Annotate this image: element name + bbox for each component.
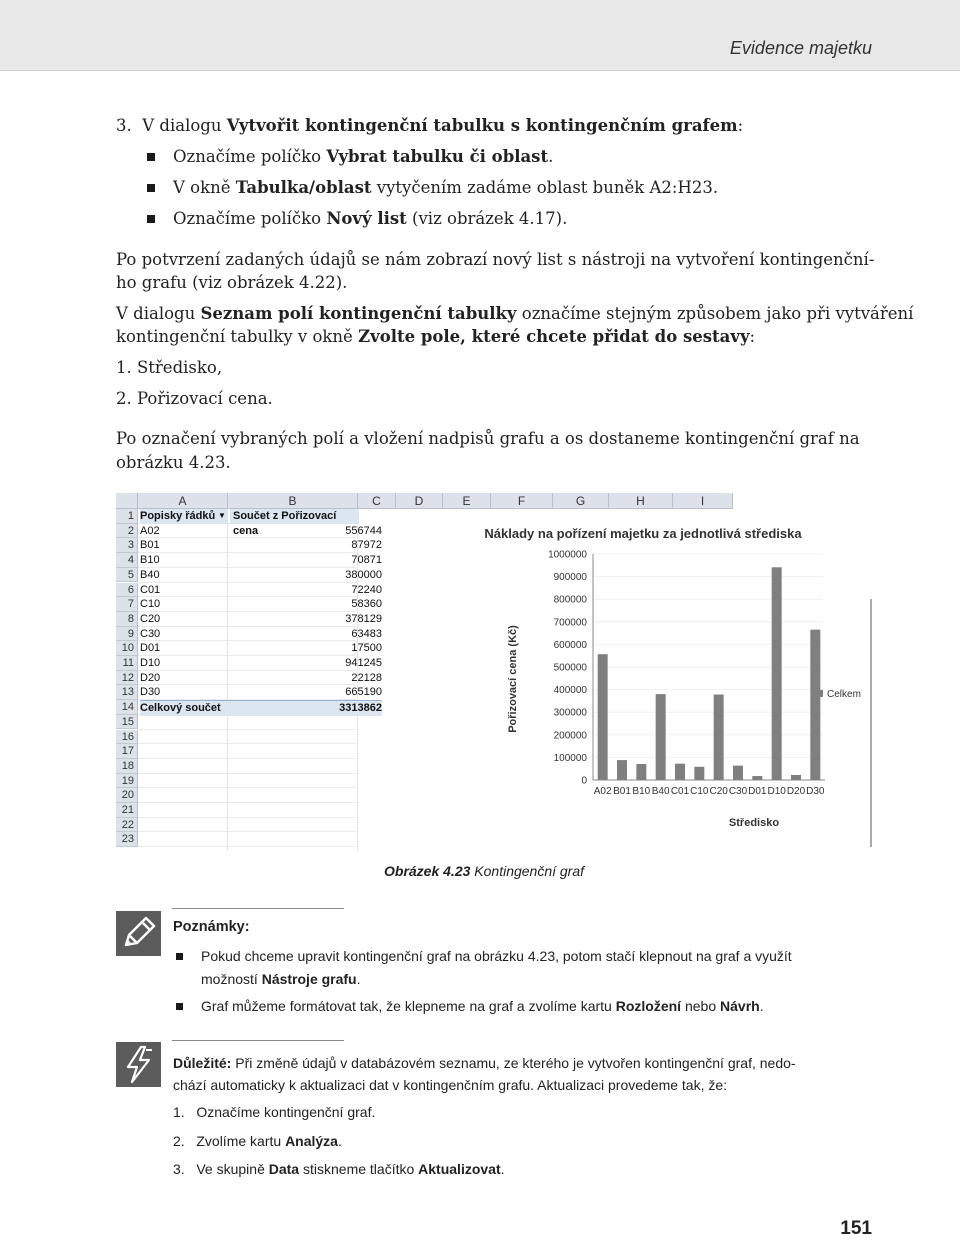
paragraph-2-line-2 <box>116 327 755 346</box>
row-label-cell[interactable]: C30 <box>140 627 161 640</box>
x-tick-label: B01 <box>613 786 631 797</box>
bold-text: Analýza <box>285 1133 338 1149</box>
pencil-icon <box>116 911 161 956</box>
text: Ve skupině <box>196 1161 269 1177</box>
column-header[interactable]: F <box>491 493 553 509</box>
page-number: 151 <box>840 1218 872 1239</box>
legend-swatch <box>816 690 823 697</box>
value-cell[interactable]: 378129 <box>345 612 382 625</box>
paragraph-3-line-2: obrázku 4.23. <box>116 453 231 472</box>
step-number: 2. <box>173 1133 185 1149</box>
window-name: Zvolte pole, které chcete přidat do sestavy <box>358 327 750 346</box>
y-tick-label: 900000 <box>553 572 587 584</box>
text: stiskneme tlačítko <box>299 1161 419 1177</box>
row-header[interactable]: 13 <box>116 685 138 700</box>
step-number: 1. <box>173 1104 185 1120</box>
step-number: 3. <box>173 1161 185 1177</box>
text: V dialogu <box>116 304 201 323</box>
important-divider <box>172 1040 344 1041</box>
text: nebo <box>681 998 721 1014</box>
row-label-cell[interactable]: C10 <box>140 598 161 611</box>
bullet-icon <box>147 153 155 161</box>
row-header[interactable]: 22 <box>116 818 138 833</box>
grid-line <box>138 773 356 774</box>
step-number: 3. <box>116 116 132 135</box>
grid-line <box>138 831 356 832</box>
important-line-1 <box>173 1055 796 1071</box>
note-1-line-2 <box>201 971 361 987</box>
value-cell[interactable]: 87972 <box>351 539 382 552</box>
row-label-cell[interactable]: D10 <box>140 657 161 669</box>
row-header[interactable]: 7 <box>116 597 138 612</box>
row-header[interactable]: 23 <box>116 832 138 847</box>
bullet-bold: Nový list <box>326 209 407 228</box>
bullet-text-end: (viz obrázek 4.17). <box>406 209 568 228</box>
row-label-cell[interactable]: B40 <box>140 568 160 581</box>
value-cell[interactable]: 70871 <box>351 554 382 567</box>
sum-header[interactable]: Součet z Pořizovací cena <box>230 509 359 524</box>
note-1-line-1: Pokud chceme upravit kontingenční graf na obrázku 4.23, potom stačí klepnout na graf a využít <box>201 948 792 964</box>
x-tick-label: D20 <box>786 786 806 797</box>
x-tick-label: C30 <box>728 786 748 797</box>
text: kontingenční tabulky v okně <box>116 327 359 346</box>
notes-divider <box>172 908 344 909</box>
step-text: V dialogu <box>142 116 227 135</box>
bullet-text-end: . <box>548 147 554 166</box>
x-tick-label: D10 <box>767 786 786 797</box>
dialog-name: Seznam polí kontingenční tabulky <box>200 304 517 323</box>
text: : <box>749 327 756 346</box>
text: . <box>337 1133 342 1149</box>
total-value-cell[interactable]: 3313862 <box>228 700 382 716</box>
y-tick-label: 300000 <box>553 707 587 719</box>
bullet-text: V okně <box>173 178 236 197</box>
paragraph-3-line-1: Po označení vybraných polí a vložení nadpisů grafu a os dostaneme kontingenční graf na <box>116 429 860 448</box>
text: Graf můžeme formátovat tak, že klepneme na graf a zvolíme kartu <box>201 998 616 1014</box>
row-header[interactable]: 3 <box>116 538 138 553</box>
column-header[interactable]: D <box>396 493 443 509</box>
figure-caption <box>384 863 584 879</box>
column-header[interactable]: H <box>609 493 673 509</box>
bullet-text: Označíme políčko <box>173 147 327 166</box>
value-cell[interactable]: 72240 <box>351 583 382 596</box>
bullet-item-3 <box>173 209 567 228</box>
bar-B01[interactable] <box>617 760 627 780</box>
step-3 <box>116 116 743 135</box>
x-tick-label: B40 <box>651 786 670 797</box>
bullet-icon <box>147 215 155 223</box>
row-header[interactable]: 11 <box>116 656 138 671</box>
y-tick-label: 800000 <box>553 594 587 606</box>
value-cell[interactable]: 17500 <box>351 642 382 655</box>
bullet-bold: Tabulka/oblast <box>235 178 372 197</box>
grid-line <box>138 802 356 803</box>
row-header[interactable]: 14 <box>116 700 138 715</box>
y-tick-label: 0 <box>581 775 587 787</box>
grid-line <box>138 743 356 744</box>
row-header[interactable]: 17 <box>116 744 138 759</box>
lightning-icon <box>116 1042 161 1087</box>
row-header[interactable]: 16 <box>116 730 138 745</box>
header-title: Evidence majetku <box>729 38 872 58</box>
paragraph-2-line-1 <box>116 304 913 323</box>
bar-C20[interactable] <box>714 695 724 780</box>
row-label-cell[interactable]: C20 <box>140 612 161 625</box>
row-header[interactable]: 6 <box>116 583 138 598</box>
row-label-cell[interactable]: D20 <box>140 671 161 684</box>
bullet-icon <box>147 184 155 192</box>
text: Označíme kontingenční graf. <box>196 1104 376 1120</box>
bar-D10[interactable] <box>772 567 782 780</box>
column-header[interactable]: I <box>673 493 733 509</box>
bar-B40[interactable] <box>656 694 666 780</box>
figure-text: Kontingenční graf <box>470 863 585 879</box>
row-header[interactable]: 5 <box>116 568 138 583</box>
x-tick-label: C01 <box>670 786 690 797</box>
x-tick-label: B10 <box>632 786 651 797</box>
grid-line <box>138 758 356 759</box>
x-tick-label: D01 <box>748 786 767 797</box>
text: . <box>500 1161 505 1177</box>
y-tick-label: 500000 <box>553 662 587 674</box>
text: Při změně údajů v databázovém seznamu, ze kterého je vytvořen kontingenční graf, nedo- <box>231 1055 796 1071</box>
important-step-1 <box>173 1104 375 1120</box>
value-cell[interactable]: 380000 <box>345 568 382 581</box>
x-tick-label: C20 <box>709 786 728 797</box>
text: označíme stejným způsobem jako při vytváření <box>516 304 914 323</box>
row-header[interactable]: 10 <box>116 641 138 656</box>
grid-line <box>138 729 356 730</box>
value-cell[interactable]: 941245 <box>345 657 382 669</box>
important-line-2: chází automaticky k aktualizaci dat v kontingenčním grafu. Aktualizaci provedeme tak, že: <box>173 1077 728 1093</box>
text: . <box>356 971 361 987</box>
bar-C01[interactable] <box>675 764 685 780</box>
row-label-cell[interactable]: D30 <box>140 686 161 699</box>
y-tick-label: 200000 <box>553 730 587 742</box>
row-header[interactable]: 8 <box>116 612 138 627</box>
list-item-2: 2. Pořizovací cena. <box>116 389 273 408</box>
row-label-cell[interactable]: A02 <box>140 524 160 537</box>
column-header[interactable]: C <box>358 493 396 509</box>
total-label-cell[interactable]: Celkový součet <box>140 700 250 716</box>
row-header[interactable]: 18 <box>116 759 138 774</box>
page-header <box>0 0 960 71</box>
list-item-1: 1. Středisko, <box>116 358 223 377</box>
bullet-item-1 <box>173 147 553 166</box>
row-label-cell[interactable]: D01 <box>140 642 161 655</box>
x-tick-label: D30 <box>806 786 825 797</box>
row-header[interactable]: 15 <box>116 715 138 730</box>
paragraph-1-line-2: ho grafu (viz obrázek 4.22). <box>116 273 348 292</box>
row-label-cell[interactable]: B01 <box>140 539 160 552</box>
value-cell[interactable]: 58360 <box>351 598 382 611</box>
notes-title: Poznámky: <box>173 919 250 935</box>
x-axis-title: Středisko <box>728 817 780 829</box>
y-tick-label: 600000 <box>553 639 587 651</box>
y-tick-label: 400000 <box>553 685 587 697</box>
grid-line <box>227 509 228 851</box>
bold-text: Aktualizovat <box>418 1161 501 1177</box>
row-labels-header[interactable]: Popisky řádků <box>140 509 220 524</box>
column-header[interactable]: A <box>138 493 228 509</box>
row-header[interactable]: 4 <box>116 553 138 568</box>
grid-line <box>138 846 356 847</box>
bold-text: Data <box>268 1161 300 1177</box>
value-cell[interactable]: 665190 <box>345 686 382 699</box>
bold-text: Návrh <box>720 998 760 1014</box>
text: možností <box>201 971 262 987</box>
step-text-end: : <box>737 116 744 135</box>
row-header[interactable]: 19 <box>116 774 138 789</box>
spreadsheet <box>116 493 874 851</box>
bar-C10[interactable] <box>694 767 704 780</box>
row-header[interactable]: 2 <box>116 524 138 539</box>
filter-dropdown-icon[interactable]: ▼ <box>216 509 228 524</box>
bullet-item-2 <box>173 178 718 197</box>
pivot-chart[interactable] <box>418 509 874 851</box>
important-step-3 <box>173 1161 505 1177</box>
row-label-cell[interactable]: B10 <box>140 554 160 567</box>
text: Zvolíme kartu <box>196 1133 286 1149</box>
chart-title: Náklady na pořízení majetku za jednotlivá střediska <box>484 526 802 541</box>
bullet-text-end: vytyčením zadáme oblast buněk A2:H23. <box>371 178 719 197</box>
paragraph-1-line-1: Po potvrzení zadaných údajů se nám zobrazí nový list s nástroji na vytvoření kontingenční- <box>116 250 875 269</box>
bar-A02[interactable] <box>598 654 608 780</box>
column-header[interactable]: E <box>443 493 491 509</box>
bullet-icon <box>176 1003 183 1010</box>
row-label-cell[interactable]: C01 <box>140 583 161 596</box>
row-header[interactable]: 9 <box>116 627 138 642</box>
legend-label: Celkem <box>827 689 861 700</box>
important-step-2 <box>173 1133 342 1149</box>
grid-line <box>138 817 356 818</box>
grid-line <box>138 787 356 788</box>
row-header[interactable]: 20 <box>116 788 138 803</box>
dialog-name: Vytvořit kontingenční tabulku s kontingenčním grafem <box>226 116 738 135</box>
bullet-text: Označíme políčko <box>173 209 327 228</box>
bar-B10[interactable] <box>636 764 646 780</box>
value-cell[interactable]: 22128 <box>351 671 382 684</box>
row-header[interactable]: 12 <box>116 671 138 686</box>
y-axis-title: Pořizovací cena (Kč) <box>507 625 519 733</box>
row-header[interactable]: 21 <box>116 803 138 818</box>
y-tick-label: 700000 <box>553 617 587 629</box>
important-label: Důležité: <box>173 1055 232 1071</box>
y-tick-label: 1000000 <box>548 549 587 561</box>
note-2 <box>201 998 764 1014</box>
row-header[interactable]: 1 <box>116 509 138 524</box>
text: . <box>759 998 764 1014</box>
bar-C30[interactable] <box>733 766 743 780</box>
y-tick-label: 100000 <box>553 752 587 764</box>
bullet-icon <box>176 953 183 960</box>
bar-D01[interactable] <box>752 776 762 780</box>
figure-label: Obrázek 4.23 <box>384 863 471 879</box>
x-tick-label: A02 <box>593 786 612 797</box>
value-cell[interactable]: 63483 <box>351 627 382 640</box>
bold-text: Rozložení <box>615 998 682 1014</box>
x-tick-label: C10 <box>690 786 709 797</box>
value-cell[interactable]: 556744 <box>345 524 382 537</box>
column-header[interactable]: B <box>228 493 358 509</box>
bar-D20[interactable] <box>791 775 801 780</box>
corner-cell <box>116 493 138 509</box>
bar-D30[interactable] <box>810 630 820 780</box>
bullet-bold: Vybrat tabulku či oblast <box>326 147 549 166</box>
column-header[interactable]: G <box>553 493 609 509</box>
bold-text: Nástroje grafu <box>261 971 357 987</box>
